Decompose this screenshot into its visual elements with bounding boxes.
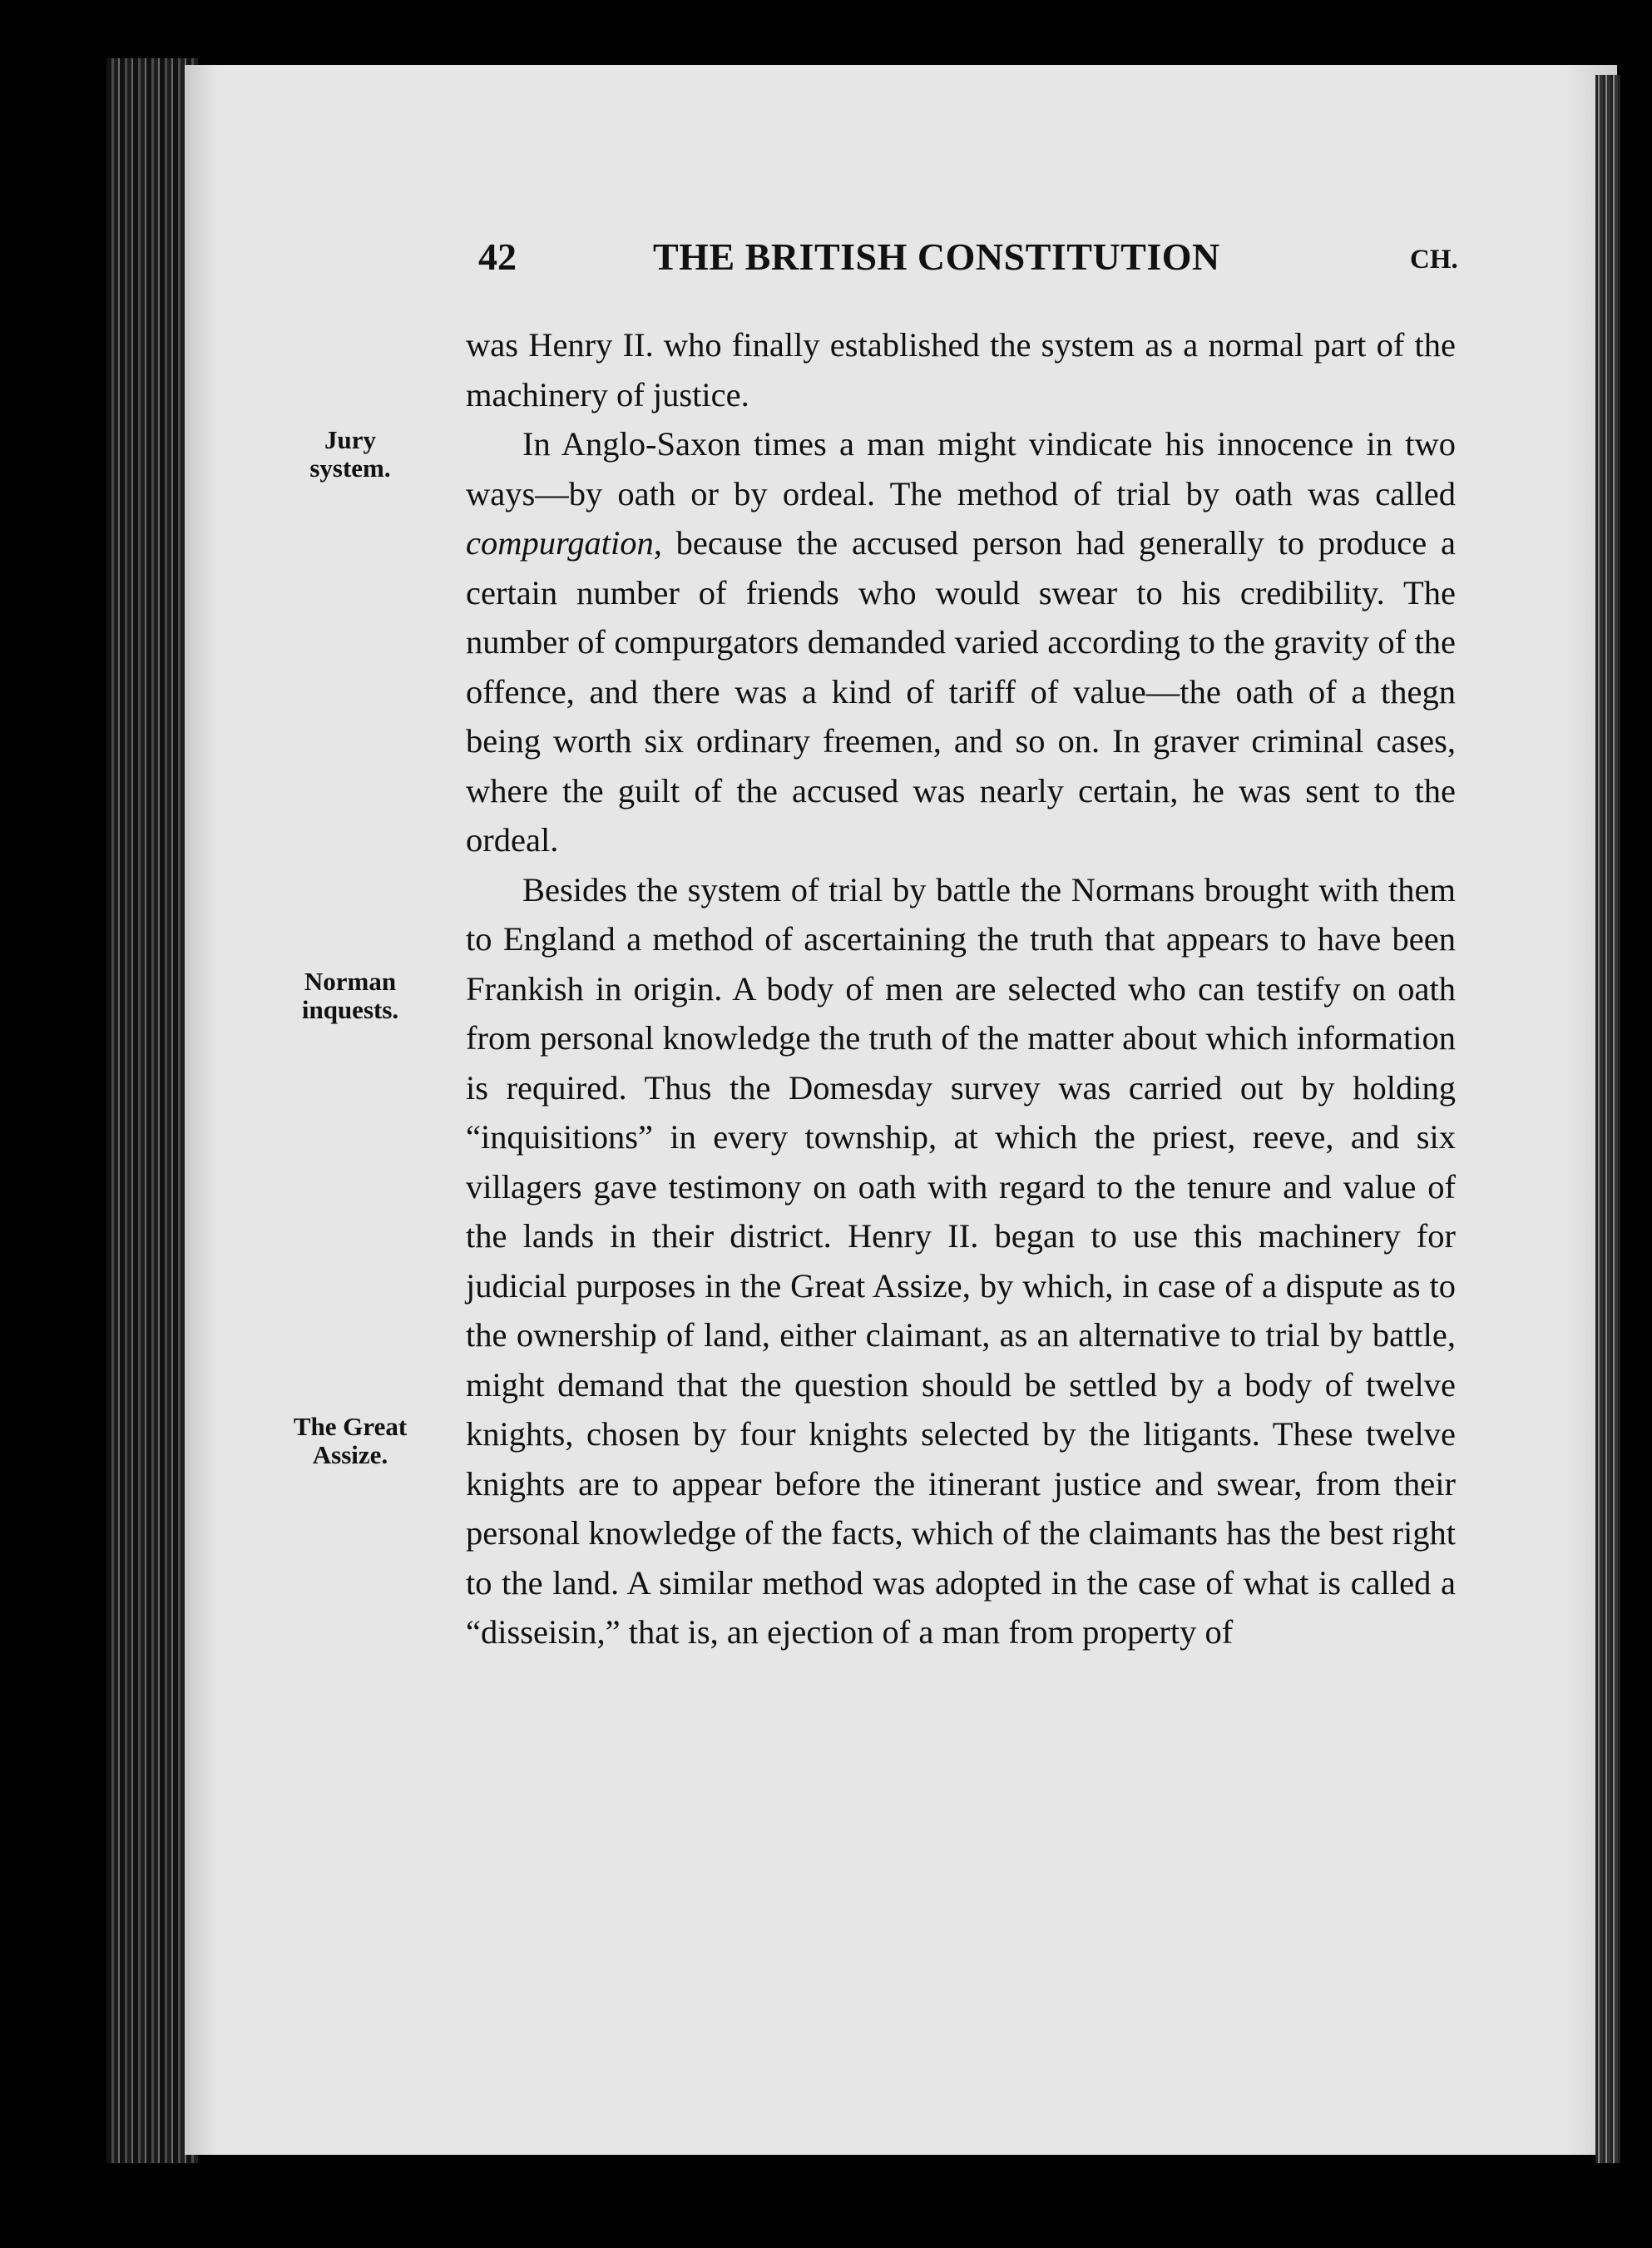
paragraph-norman-inquests: Besides the system of trial by battle the Normans brought with them to England a method of ascertaining the truth that appears to have been Frankish in origin. A body of men are selected who can testify on oath from personal knowledge the truth of the matter about which information is required. Thus the Domesday survey was carried out by holding “inquisitions” in every township, at which the priest, reeve, and six villagers gave testimony on oath with regard to the tenure and value of the lands in their district. Henry II. began to use this machinery for judicial purposes in the Great Assize, by which, in case of a dispute as to the ownership of land, either claimant, as an alternative to trial by battle, might demand that the question should be settled by a body of twelve knights, chosen by four knights selected by the litigants. These twelve knights are to appear before the itinerant justice and swear, from their personal knowledge of the facts, which of the claimants has the best right to the land. A similar method was adopted in the case of what is called a “disseisin,” that is, an ejection of a man from property of (466, 870, 1456, 1651)
body-text (466, 320, 1456, 1657)
paragraph-continuation: was Henry II. who finally established the system as a normal part of the machinery of justice. (466, 326, 1456, 413)
marginal-note-line: Jury (324, 425, 376, 454)
page-right-edge (1595, 75, 1620, 2163)
marginal-note-line: system. (309, 453, 391, 483)
paragraph-text: because the accused person had generally to produce a certain number of friends who would swear to his credibility. The number of compurgators demanded varied according to the gravity of the offence, and there was a kind of tariff of value—the oath of a thegn being worth six ordinary freemen, and so on. In graver criminal cases, where the guilt of the accused was nearly certain, he was sent to the ordeal. (466, 524, 1456, 859)
running-head-title: THE BRITISH CONSTITUTION (653, 235, 1220, 278)
page-number: 42 (478, 235, 517, 278)
marginal-note-line: Assize. (312, 1440, 388, 1469)
marginal-note-line: inquests. (301, 995, 399, 1024)
paragraph-compurgation (466, 419, 1456, 865)
marginal-note-jury-system (279, 426, 421, 483)
marginal-note-line: The Great (293, 1412, 408, 1441)
chapter-abbreviation: CH. (1410, 245, 1458, 275)
running-head (478, 235, 1460, 285)
marginal-note-line: Norman (304, 967, 397, 996)
italic-term: compurgation, (466, 524, 662, 562)
paragraph-text: In Anglo-Saxon times a man might vindicate his innocence in two ways—by oath or by ordeal. The method of trial by oath was called (466, 425, 1456, 512)
marginal-note-great-assize (279, 1413, 421, 1469)
marginal-note-norman-inquests (279, 968, 421, 1024)
